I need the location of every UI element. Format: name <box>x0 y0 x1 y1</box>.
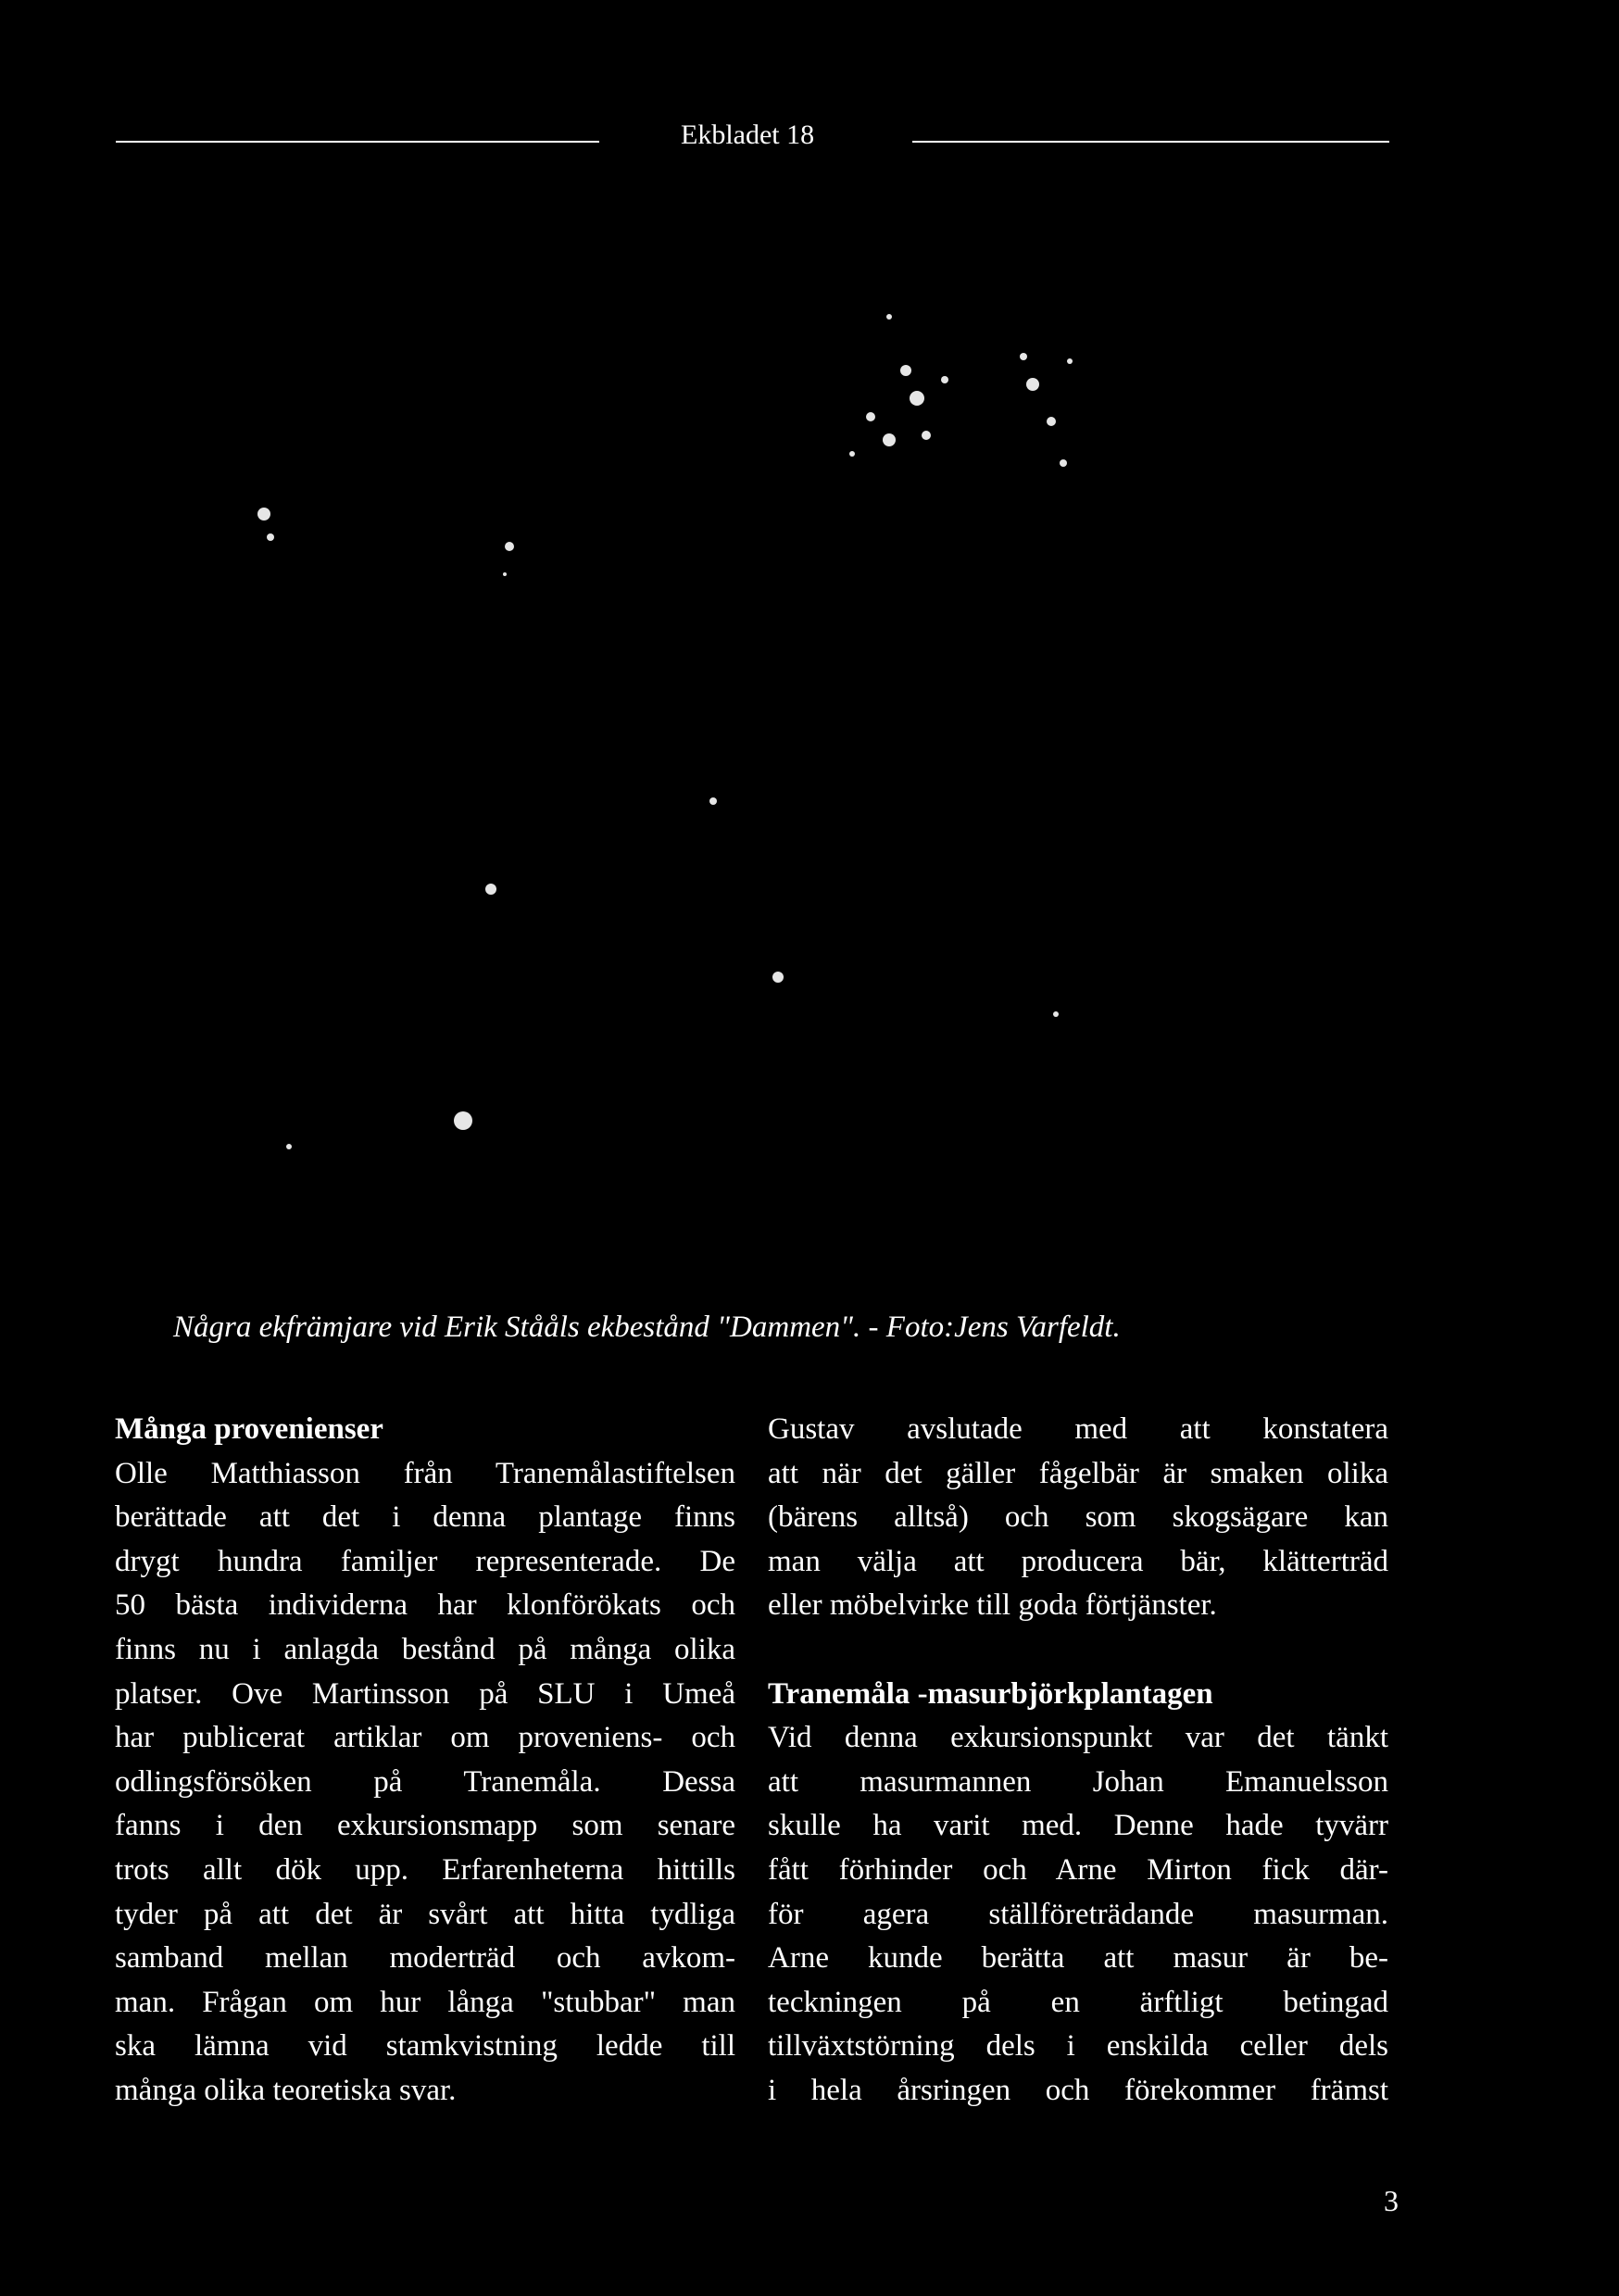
text-line: Arne kunde berätta att masur är be- <box>768 1941 1388 1976</box>
body-paragraph <box>768 1716 1388 2113</box>
photograph <box>185 287 1426 1269</box>
body-paragraph <box>768 1408 1388 1628</box>
section-heading-masurbjork: Tranemåla -masurbjörkplantagen <box>768 1676 1213 1711</box>
text-line: samband mellan moderträd och avkom- <box>115 1941 735 1976</box>
text-line: berättade att det i denna plantage finns <box>115 1500 735 1535</box>
page-header <box>116 119 1399 156</box>
paragraph-gap <box>768 1628 1388 1673</box>
text-line: tillväxtstörning dels i enskilda celler dels <box>768 2029 1388 2064</box>
header-rule-left <box>116 141 599 143</box>
right-column <box>768 1408 1388 2114</box>
text-line: platser. Ove Martinsson på SLU i Umeå <box>115 1676 735 1711</box>
text-line: odlingsförsöken på Tranemåla. Dessa <box>115 1764 735 1799</box>
text-line: 50 bästa individerna har klonförökats och <box>115 1588 735 1623</box>
text-line: att masurmannen Johan Emanuelsson <box>768 1764 1388 1799</box>
text-line: fanns i den exkursionsmapp som senare <box>115 1809 735 1843</box>
text-line: tyder på att det är svårt att hitta tydliga <box>115 1897 735 1931</box>
text-line: trots allt dök upp. Erfarenheterna hittills <box>115 1852 735 1887</box>
text-line: man välja att producera bär, klätterträd <box>768 1544 1388 1578</box>
text-line: ska lämna vid stamkvistning ledde till <box>115 2029 735 2064</box>
text-line: drygt hundra familjer representerade. De <box>115 1544 735 1578</box>
text-line: har publicerat artiklar om proveniens- och <box>115 1721 735 1755</box>
section-heading-provenienser: Många provenienser <box>115 1412 383 1446</box>
text-line: finns nu i anlagda bestånd på många olika <box>115 1632 735 1666</box>
text-line: för agera ställföreträdande masurman. <box>768 1897 1388 1931</box>
text-line: fått förhinder och Arne Mirton fick där- <box>768 1852 1388 1887</box>
photo-caption: Några ekfrämjare vid Erik Stååls ekbestånd "Dammen". - Foto:Jens Varfeldt. <box>173 1311 1121 1344</box>
text-line: man. Frågan om hur långa "stubbar" man <box>115 1985 735 2019</box>
running-title: Ekbladet 18 <box>681 119 815 150</box>
page-number: 3 <box>1384 2184 1399 2217</box>
body-paragraph <box>115 1452 735 2114</box>
text-line: eller möbelvirke till goda förtjänster. <box>768 1588 1217 1623</box>
header-rule-right <box>912 141 1389 143</box>
text-line: Gustav avslutade med att konstatera <box>768 1412 1388 1446</box>
left-column <box>115 1408 735 2114</box>
text-line: teckningen på en ärftligt betingad <box>768 1985 1388 2019</box>
text-line: många olika teoretiska svar. <box>115 2073 457 2107</box>
text-line: att när det gäller fågelbär är smaken olika <box>768 1456 1388 1490</box>
text-line: i hela årsringen och förekommer främst <box>768 2073 1388 2107</box>
text-line: Olle Matthiasson från Tranemålastiftelsen <box>115 1456 735 1490</box>
text-line: skulle ha varit med. Denne hade tyvärr <box>768 1809 1388 1843</box>
text-line: (bärens alltså) och som skogsägare kan <box>768 1500 1388 1535</box>
text-line: Vid denna exkursionspunkt var det tänkt <box>768 1721 1388 1755</box>
